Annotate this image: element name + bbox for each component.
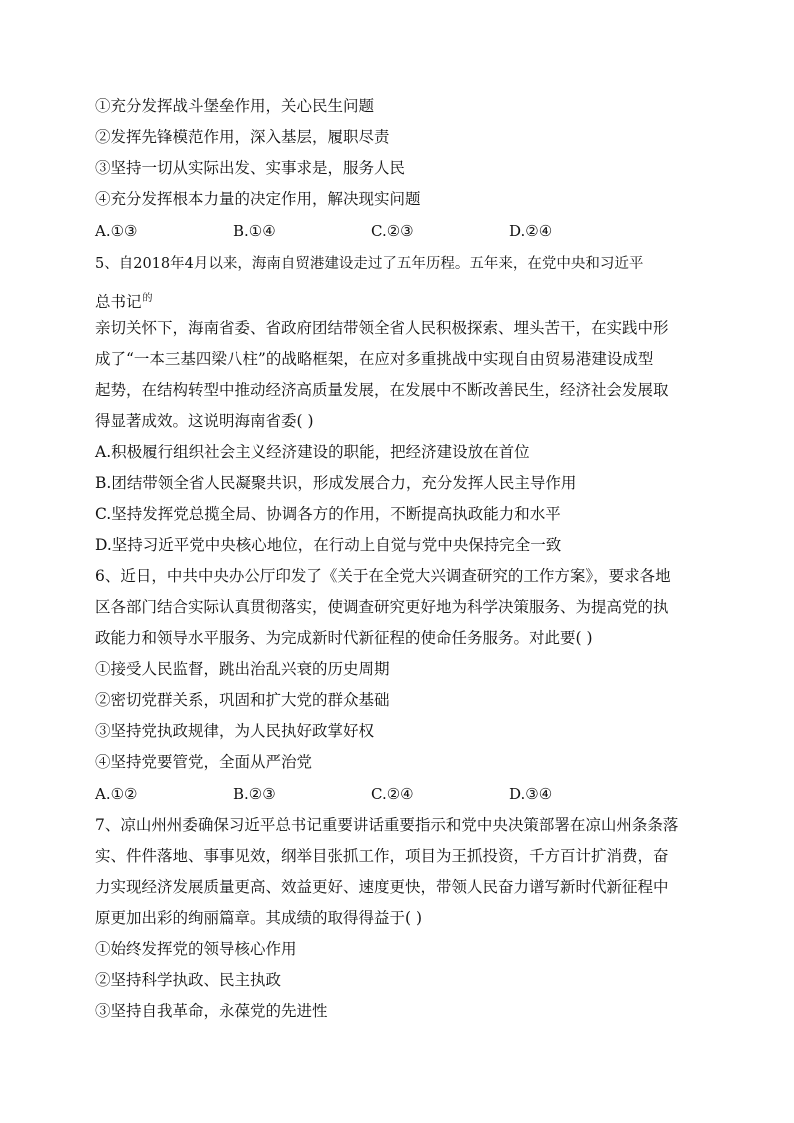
q6-body-3: 政能力和领导水平服务、为完成新时代新征程的使命任务服务。对此要( ) <box>95 629 593 647</box>
q6-option-c: C.②④ <box>371 785 414 803</box>
q4-options <box>95 221 715 241</box>
q5-choice-a: A.积极履行组织社会主义经济建设的职能，把经济建设放在首位 <box>95 443 530 461</box>
q5-body-2: 成了“一本三基四梁八柱”的战略框架，在应对多重挑战中实现自由贸易港建设成型 <box>95 350 654 368</box>
q5-stem-line-2 <box>95 289 715 312</box>
q7-body-4: 原更加出彩的绚丽篇章。其成绩的取得得益于( ) <box>95 909 423 927</box>
q4-item-1: ①充分发挥战斗堡垒作用，关心民生问题 <box>95 97 375 115</box>
q5-body-3: 起势，在结构转型中推动经济高质量发展，在发展中不断改善民生，经济社会发展取 <box>95 381 669 399</box>
q5-body-1: 亲切关怀下，海南省委、省政府团结带领全省人民积极探索、埋头苦干，在实践中形 <box>95 319 669 337</box>
q5-choice-b: B.团结带领全省人民凝聚共识，形成发展合力，充分发挥人民主导作用 <box>95 474 577 492</box>
q6-option-a: A.①② <box>95 785 138 803</box>
q6-option-b: B.②③ <box>233 785 276 803</box>
q6-options <box>95 784 715 804</box>
q4-option-a: A.①③ <box>95 222 138 240</box>
q5-choice-c: C.坚持发挥党总揽全局、协调各方的作用，不断提高执政能力和水平 <box>95 505 561 523</box>
q6-item-3: ③坚持党执政规律，为人民执好政掌好权 <box>95 722 375 740</box>
q7-body-3: 力实现经济发展质量更高、效益更好、速度更快，带领人民奋力谱写新时代新征程中 <box>95 878 669 896</box>
q4-item-4: ④充分发挥根本力量的决定作用，解决现实问题 <box>95 190 421 208</box>
q6-item-4: ④坚持党要管党，全面从严治党 <box>95 753 313 771</box>
q5-stem-line-2-sup: 的 <box>142 293 153 304</box>
q5-choice-d: D.坚持习近平党中央核心地位，在行动上自觉与党中央保持完全一致 <box>95 536 562 554</box>
q4-option-d: D.②④ <box>509 222 553 240</box>
q5-body-4: 得显著成效。这说明海南省委( ) <box>95 412 314 430</box>
q5-stem-line-1: 5、自2018年4月以来，海南自贸港建设走过了五年历程。五年来，在党中央和习近平 <box>95 256 644 272</box>
q4-item-3: ③坚持一切从实际出发、实事求是，服务人民 <box>95 159 406 177</box>
q5-stem-line-2-text: 总书记 <box>95 293 142 311</box>
q4-option-b: B.①④ <box>233 222 276 240</box>
q6-body-2: 区各部门结合实际认真贯彻落实，使调查研究更好地为科学决策服务、为提高党的执 <box>95 598 669 616</box>
q7-body-1: 7、凉山州州委确保习近平总书记重要讲话重要指示和党中央决策部署在凉山州条条落 <box>95 816 679 834</box>
q6-item-2: ②密切党群关系，巩固和扩大党的群众基础 <box>95 691 390 709</box>
q7-body-2: 实、件件落地、事事见效，纲举目张抓工作，项目为王抓投资，千方百计扩消费，奋 <box>95 847 669 865</box>
q6-option-d: D.③④ <box>509 785 553 803</box>
q6-body-1: 6、近日，中共中央办公厅印发了《关于在全党大兴调查研究的工作方案》，要求各地 <box>95 567 671 585</box>
q7-item-1: ①始终发挥党的领导核心作用 <box>95 940 297 958</box>
q7-item-2: ②坚持科学执政、民主执政 <box>95 971 282 989</box>
q7-item-3: ③坚持自我革命，永葆党的先进性 <box>95 1002 328 1020</box>
q6-item-1: ①接受人民监督，跳出治乱兴衰的历史周期 <box>95 660 390 678</box>
q4-item-2: ②发挥先锋模范作用，深入基层，履职尽责 <box>95 128 390 146</box>
q4-option-c: C.②③ <box>371 222 414 240</box>
